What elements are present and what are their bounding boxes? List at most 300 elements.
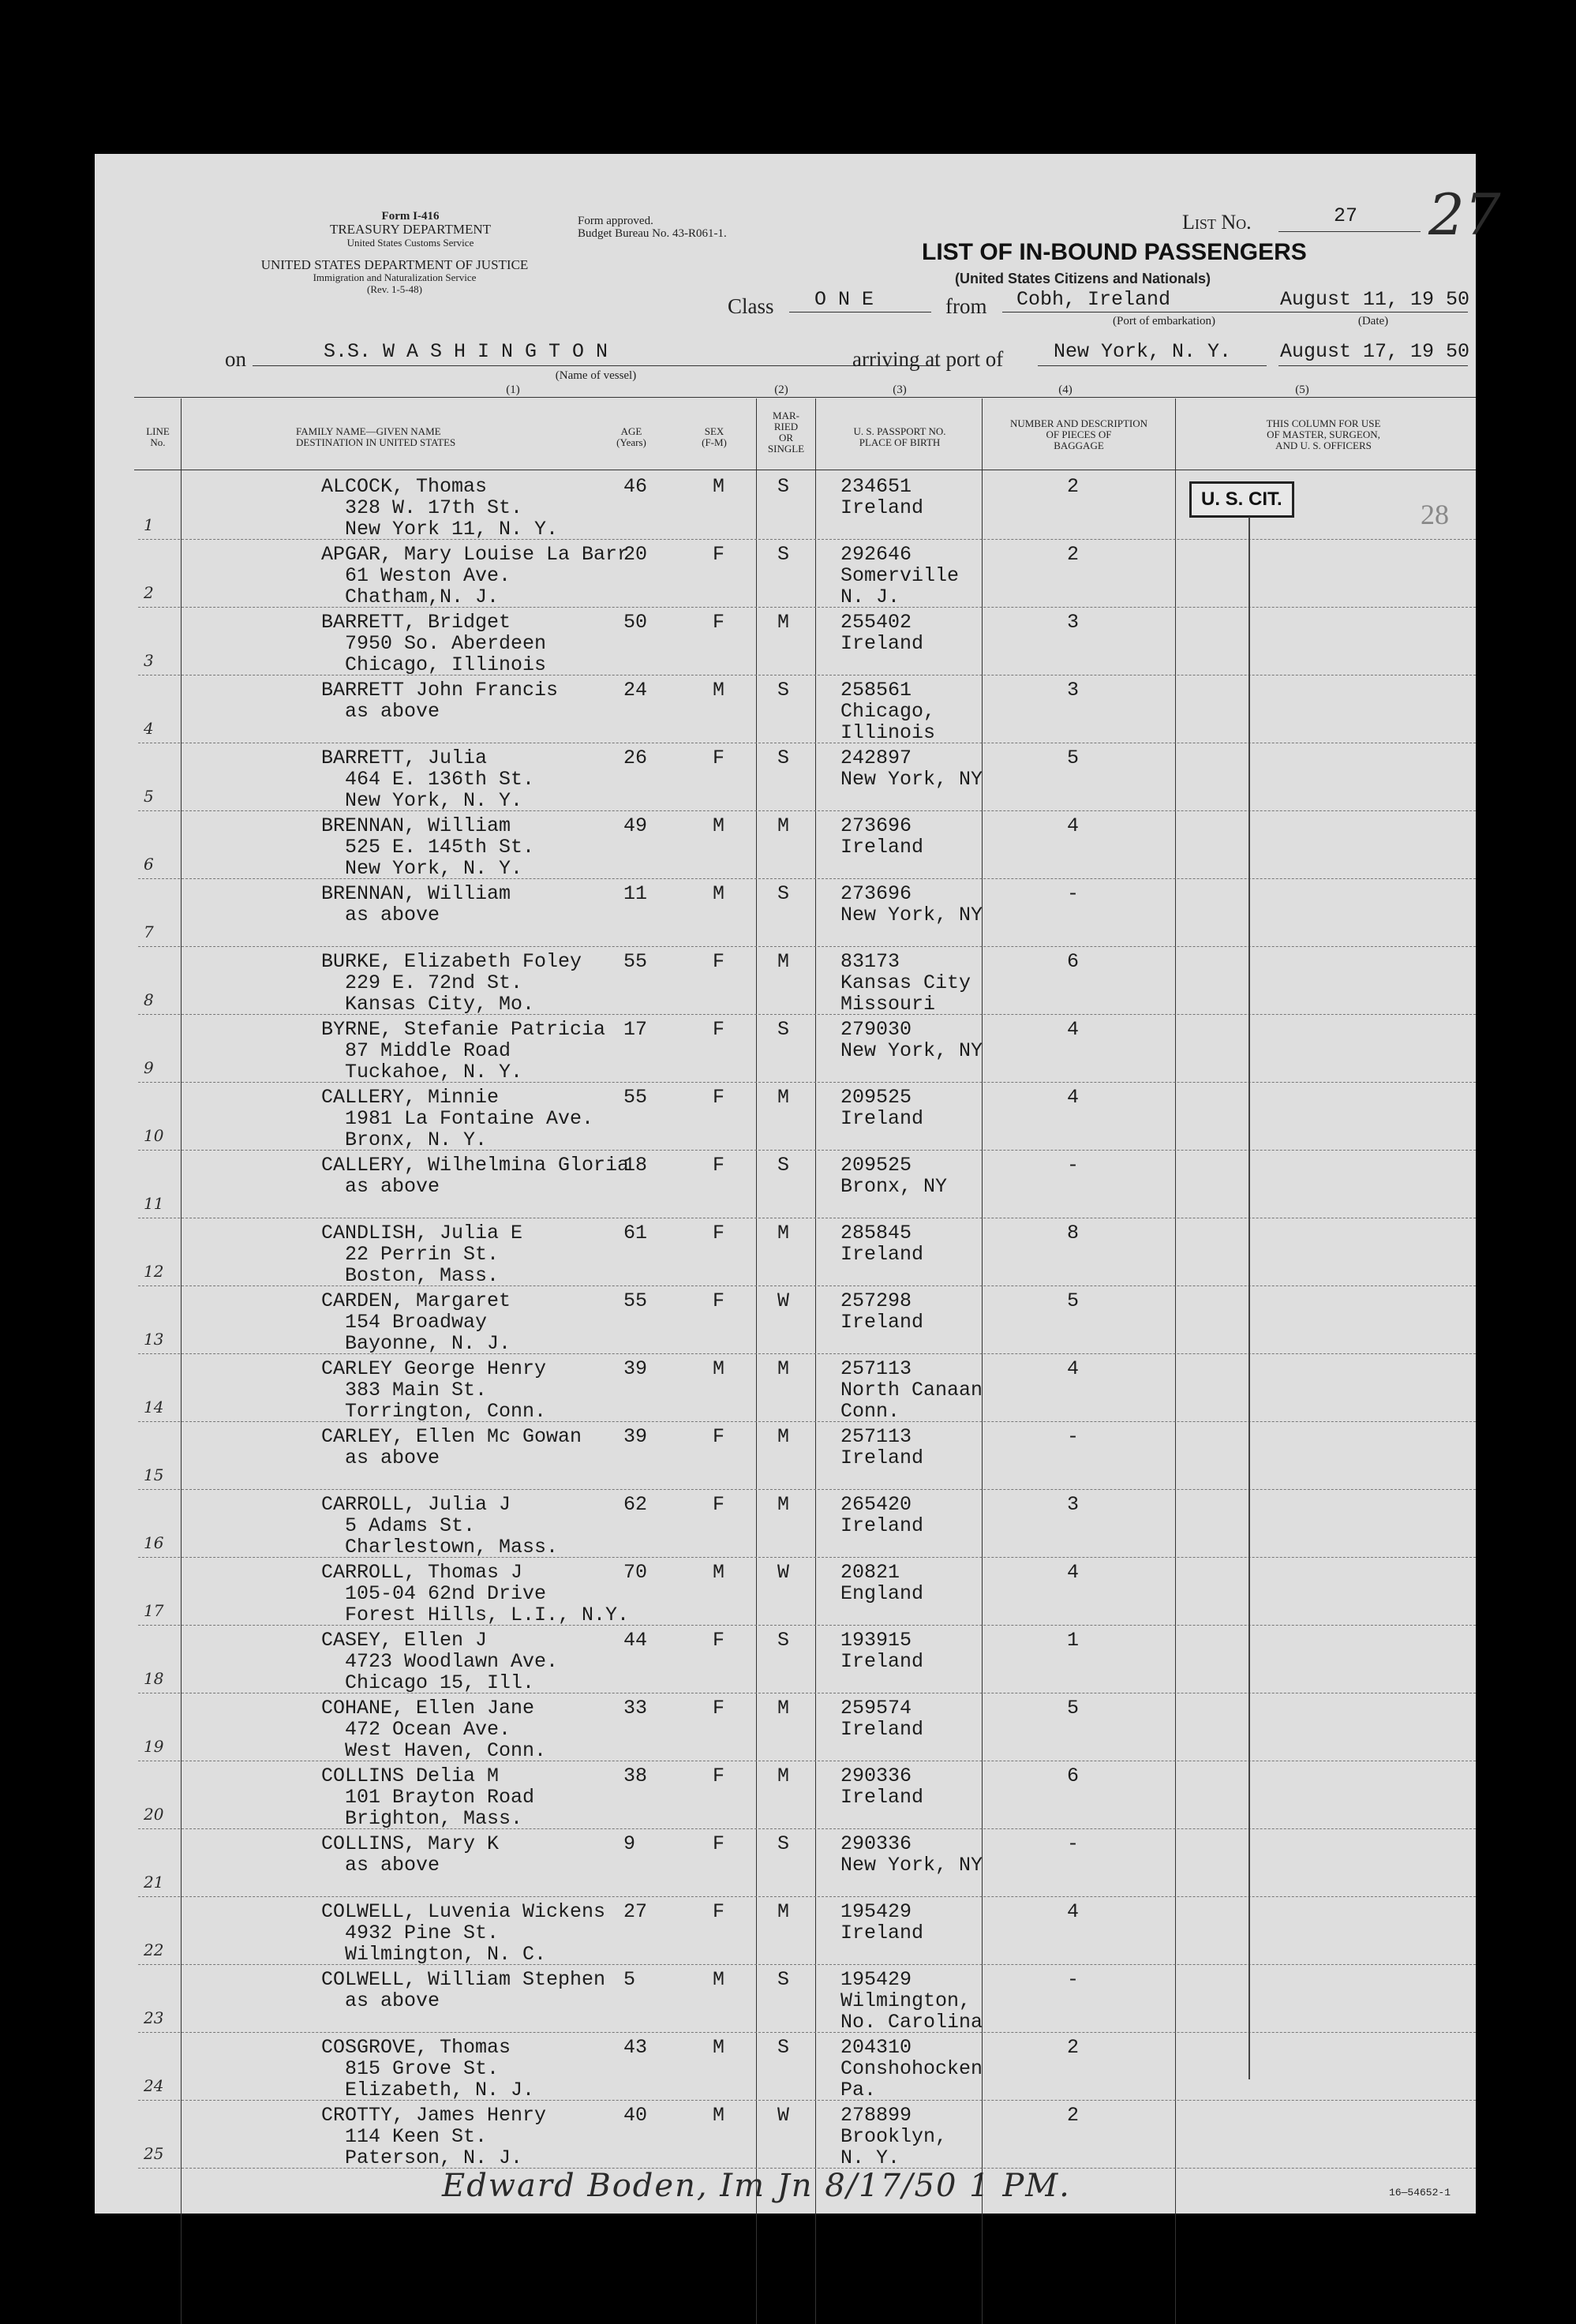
baggage-count: 4 xyxy=(1067,1561,1080,1584)
passenger-address: 154 Broadway xyxy=(345,1311,488,1334)
form-number: Form I-416 xyxy=(381,210,440,223)
inspector-signature: Edward Boden, Im Jn 8/17/50 1 PM. xyxy=(442,2168,1071,2204)
passenger-name: COLWELL, William Stephen xyxy=(321,1968,606,1991)
place-of-birth: New York, NY xyxy=(840,904,983,926)
passenger-sex: F xyxy=(713,1697,725,1720)
table-row xyxy=(95,1354,1476,1422)
passenger-address: 815 Grove St. xyxy=(345,2057,500,2080)
place-of-birth: Wilmington, xyxy=(840,1989,971,2012)
line-number: 25 xyxy=(144,2144,164,2163)
passenger-age: 5 xyxy=(623,1968,636,1991)
departure-date: August 11, 19 50 xyxy=(1280,288,1470,311)
baggage-count: 3 xyxy=(1067,679,1080,702)
list-number-handwritten: 27 xyxy=(1428,182,1501,248)
line-number: 18 xyxy=(144,1669,164,1688)
marital-status: S xyxy=(777,1154,790,1177)
passport-number: 292646 xyxy=(840,543,912,566)
footer-code: 16—54652-1 xyxy=(1389,2187,1451,2199)
table-row xyxy=(95,879,1476,947)
passenger-address: 5 Adams St. xyxy=(345,1514,476,1537)
colhead-sex: SEX (F-M) xyxy=(702,425,727,448)
passport-number: 204310 xyxy=(840,2036,912,2059)
ins-service: Immigration and Naturalization Service xyxy=(313,271,477,283)
line-number: 3 xyxy=(144,651,154,670)
marital-status: M xyxy=(777,1357,790,1380)
passenger-age: 18 xyxy=(623,1154,648,1177)
line-number: 19 xyxy=(144,1737,164,1756)
table-row xyxy=(95,811,1476,879)
baggage-count: 2 xyxy=(1067,475,1080,498)
passenger-address: as above xyxy=(345,1175,440,1198)
table-row xyxy=(95,1490,1476,1558)
passenger-sex: M xyxy=(713,1357,725,1380)
treasury-dept: TREASURY DEPARTMENT xyxy=(329,222,492,237)
passenger-name: COHANE, Ellen Jane xyxy=(321,1697,535,1720)
passenger-name: CARROLL, Thomas J xyxy=(321,1561,523,1584)
passenger-age: 17 xyxy=(623,1018,648,1041)
col-num-5: (5) xyxy=(1295,384,1309,396)
vessel-underline xyxy=(253,365,939,366)
marital-status: S xyxy=(777,1968,790,1991)
passenger-age: 55 xyxy=(623,950,648,973)
passport-number: 195429 xyxy=(840,1968,912,1991)
arriving-label: arriving at port of xyxy=(852,347,1004,371)
passenger-address: 472 Ocean Ave. xyxy=(345,1718,511,1741)
line-number: 24 xyxy=(144,2076,164,2095)
table-row xyxy=(95,540,1476,608)
passenger-age: 50 xyxy=(623,611,648,634)
place-of-birth-2: N. J. xyxy=(840,586,900,608)
passenger-sex: F xyxy=(713,543,725,566)
passenger-age: 62 xyxy=(623,1493,648,1516)
baggage-count: 4 xyxy=(1067,1086,1080,1109)
line-number: 5 xyxy=(144,787,154,806)
place-of-birth: Ireland xyxy=(840,1650,924,1673)
customs-service: United States Customs Service xyxy=(346,237,474,249)
line-number: 21 xyxy=(144,1873,164,1892)
table-row xyxy=(95,1218,1476,1286)
passenger-address: 4932 Pine St. xyxy=(345,1922,500,1944)
place-of-birth-2: N. Y. xyxy=(840,2146,900,2169)
passenger-address: 114 Keen St. xyxy=(345,2125,488,2148)
justice-dept: UNITED STATES DEPARTMENT OF JUSTICE xyxy=(260,257,529,272)
baggage-count: 5 xyxy=(1067,1697,1080,1720)
place-of-birth: Ireland xyxy=(840,1718,924,1741)
table-row xyxy=(95,675,1476,743)
marital-status: M xyxy=(777,1697,790,1720)
marital-status: M xyxy=(777,1425,790,1448)
baggage-count: 4 xyxy=(1067,814,1080,837)
passenger-city: Forest Hills, L.I., N.Y. xyxy=(345,1604,630,1626)
baggage-count: 3 xyxy=(1067,1493,1080,1516)
baggage-count: - xyxy=(1067,1425,1080,1448)
passenger-city: Bronx, N. Y. xyxy=(345,1128,488,1151)
colhead-line: LINE No. xyxy=(146,425,170,448)
passenger-address: as above xyxy=(345,1854,440,1877)
place-of-birth: Ireland xyxy=(840,836,924,859)
passport-number: 285845 xyxy=(840,1222,912,1244)
passenger-age: 43 xyxy=(623,2036,648,2059)
class-label: Class xyxy=(728,294,774,318)
passenger-age: 55 xyxy=(623,1289,648,1312)
date-caption: (Date) xyxy=(1357,315,1389,327)
passenger-address: 87 Middle Road xyxy=(345,1039,511,1062)
baggage-count: - xyxy=(1067,1832,1080,1855)
colhead-baggage: NUMBER AND DESCRIPTION OF PIECES OF BAGGAGE xyxy=(1009,417,1148,451)
place-of-birth: England xyxy=(840,1582,924,1605)
passenger-city: Tuckahoe, N. Y. xyxy=(345,1061,523,1083)
passenger-city: Kansas City, Mo. xyxy=(345,993,535,1016)
passport-number: 273696 xyxy=(840,882,912,905)
line-number: 17 xyxy=(144,1601,164,1620)
col-num-4: (4) xyxy=(1058,384,1073,396)
class-value: O N E xyxy=(814,288,874,311)
baggage-count: 5 xyxy=(1067,1289,1080,1312)
colhead-passport: U. S. PASSPORT NO. PLACE OF BIRTH xyxy=(853,425,946,448)
passenger-address: 105-04 62nd Drive xyxy=(345,1582,547,1605)
passenger-sex: M xyxy=(713,1561,725,1584)
marital-status: M xyxy=(777,1086,790,1109)
passenger-age: 39 xyxy=(623,1357,648,1380)
marital-status: S xyxy=(777,2036,790,2059)
place-of-birth-2: Illinois xyxy=(840,721,936,744)
officer-vertical-line xyxy=(1248,517,1250,2079)
marital-status: W xyxy=(777,2104,790,2127)
passenger-city: Wilmington, N. C. xyxy=(345,1943,547,1966)
place-of-birth: Ireland xyxy=(840,1107,924,1130)
port-caption: (Port of embarkation) xyxy=(1113,315,1215,327)
passenger-sex: F xyxy=(713,1154,725,1177)
table-row xyxy=(95,1626,1476,1693)
place-of-birth: New York, NY xyxy=(840,1039,983,1062)
passenger-sex: F xyxy=(713,950,725,973)
passenger-sex: F xyxy=(713,1629,725,1652)
passenger-address: 328 W. 17th St. xyxy=(345,496,523,519)
line-number: 14 xyxy=(144,1398,164,1416)
passenger-age: 26 xyxy=(623,747,648,769)
passenger-city: Bayonne, N. J. xyxy=(345,1332,511,1355)
passport-number: 258561 xyxy=(840,679,912,702)
baggage-count: - xyxy=(1067,1968,1080,1991)
arrival-underline xyxy=(1038,365,1267,366)
line-number: 22 xyxy=(144,1940,164,1959)
passenger-age: 46 xyxy=(623,475,648,498)
place-of-birth: Ireland xyxy=(840,632,924,655)
passenger-address: 61 Weston Ave. xyxy=(345,564,511,587)
passenger-name: COLWELL, Luvenia Wickens xyxy=(321,1900,606,1923)
passenger-sex: F xyxy=(713,611,725,634)
line-number: 10 xyxy=(144,1126,164,1145)
port-of-embarkation: Cobh, Ireland xyxy=(1016,288,1171,311)
passenger-age: 61 xyxy=(623,1222,648,1244)
passenger-city: West Haven, Conn. xyxy=(345,1739,547,1762)
passenger-age: 49 xyxy=(623,814,648,837)
line-number: 4 xyxy=(144,719,154,738)
passport-number: 290336 xyxy=(840,1765,912,1787)
passenger-sex: F xyxy=(713,1493,725,1516)
table-row xyxy=(95,1558,1476,1626)
passenger-name: CARROLL, Julia J xyxy=(321,1493,511,1516)
passenger-city: Chatham,N. J. xyxy=(345,586,500,608)
marital-status: S xyxy=(777,882,790,905)
marital-status: M xyxy=(777,1493,790,1516)
line-number: 2 xyxy=(144,583,154,602)
place-of-birth-2: Missouri xyxy=(840,993,936,1016)
baggage-count: 2 xyxy=(1067,2036,1080,2059)
passenger-city: New York 11, N. Y. xyxy=(345,518,559,541)
place-of-birth: Conshohocken xyxy=(840,2057,983,2080)
baggage-count: 5 xyxy=(1067,747,1080,769)
place-of-birth: Ireland xyxy=(840,1922,924,1944)
marital-status: M xyxy=(777,950,790,973)
passenger-sex: F xyxy=(713,1222,725,1244)
table-row xyxy=(95,1829,1476,1897)
on-label: on xyxy=(225,347,246,371)
passport-number: 259574 xyxy=(840,1697,912,1720)
passport-number: 209525 xyxy=(840,1154,912,1177)
marital-status: W xyxy=(777,1289,790,1312)
manifest-page xyxy=(95,154,1501,2214)
baggage-count: 2 xyxy=(1067,2104,1080,2127)
baggage-count: 4 xyxy=(1067,1357,1080,1380)
table-row xyxy=(95,2101,1476,2169)
place-of-birth: New York, NY xyxy=(840,1854,983,1877)
passenger-address: as above xyxy=(345,1446,440,1469)
passport-number: 273696 xyxy=(840,814,912,837)
arrival-date: August 17, 19 50 xyxy=(1280,340,1470,363)
marital-status: S xyxy=(777,1832,790,1855)
place-of-birth: Brooklyn, xyxy=(840,2125,948,2148)
line-number: 7 xyxy=(144,922,154,941)
passenger-age: 38 xyxy=(623,1765,648,1787)
place-of-birth-2: No. Carolina xyxy=(840,2011,983,2034)
passenger-address: 7950 So. Aberdeen xyxy=(345,632,547,655)
passenger-sex: F xyxy=(713,1018,725,1041)
passenger-address: as above xyxy=(345,700,440,723)
passenger-address: 464 E. 136th St. xyxy=(345,768,535,791)
passenger-name: CANDLISH, Julia E xyxy=(321,1222,523,1244)
passenger-name: COSGROVE, Thomas xyxy=(321,2036,511,2059)
place-of-birth: Kansas City xyxy=(840,971,971,994)
table-row xyxy=(95,1761,1476,1829)
passenger-sex: M xyxy=(713,814,725,837)
margin-number: 28 xyxy=(1421,499,1449,530)
passenger-sex: F xyxy=(713,1900,725,1923)
table-row xyxy=(95,947,1476,1015)
passenger-address: 4723 Woodlawn Ave. xyxy=(345,1650,559,1673)
marital-status: S xyxy=(777,747,790,769)
passenger-sex: M xyxy=(713,2104,725,2127)
passenger-address: 1981 La Fontaine Ave. xyxy=(345,1107,594,1130)
arrival-date-underline xyxy=(1278,365,1468,366)
passenger-sex: F xyxy=(713,747,725,769)
line-number: 11 xyxy=(144,1194,164,1213)
marital-status: M xyxy=(777,814,790,837)
place-of-birth: Ireland xyxy=(840,1311,924,1334)
line-number: 13 xyxy=(144,1330,164,1349)
passenger-name: CARLEY George Henry xyxy=(321,1357,547,1380)
baggage-count: - xyxy=(1067,1154,1080,1177)
revision: (Rev. 1-5-48) xyxy=(367,283,422,295)
baggage-count: 6 xyxy=(1067,1765,1080,1787)
table-row xyxy=(95,1693,1476,1761)
place-of-birth: Ireland xyxy=(840,1446,924,1469)
passport-number: 278899 xyxy=(840,2104,912,2127)
passenger-city: Boston, Mass. xyxy=(345,1264,500,1287)
baggage-count: - xyxy=(1067,882,1080,905)
line-number: 20 xyxy=(144,1805,164,1824)
passenger-age: 70 xyxy=(623,1561,648,1584)
passenger-sex: F xyxy=(713,1425,725,1448)
place-of-birth: Bronx, NY xyxy=(840,1175,948,1198)
passenger-name: APGAR, Mary Louise La Barr xyxy=(321,543,630,566)
table-row xyxy=(95,1083,1476,1151)
marital-status: S xyxy=(777,679,790,702)
passenger-city: New York, N. Y. xyxy=(345,789,523,812)
passenger-address: 525 E. 145th St. xyxy=(345,836,535,859)
colhead-married: MAR- RIED OR SINGLE xyxy=(767,410,805,455)
passport-number: 265420 xyxy=(840,1493,912,1516)
table-row xyxy=(95,1897,1476,1965)
passenger-name: COLLINS Delia M xyxy=(321,1765,500,1787)
passenger-city: Charlestown, Mass. xyxy=(345,1536,559,1559)
passenger-age: 24 xyxy=(623,679,648,702)
passport-number: 290336 xyxy=(840,1832,912,1855)
passenger-name: BRENNAN, William xyxy=(321,882,511,905)
place-of-birth: Chicago, xyxy=(840,700,936,723)
table-row xyxy=(95,743,1476,811)
passenger-sex: F xyxy=(713,1086,725,1109)
table-row xyxy=(95,1151,1476,1218)
passenger-age: 33 xyxy=(623,1697,648,1720)
baggage-count: 2 xyxy=(1067,543,1080,566)
line-number: 16 xyxy=(144,1533,164,1552)
line-number: 6 xyxy=(144,855,154,874)
budget-bureau: Budget Bureau No. 43-R061-1. xyxy=(578,227,727,240)
marital-status: M xyxy=(777,1222,790,1244)
passport-number: 234651 xyxy=(840,475,912,498)
passenger-name: BARRETT, Bridget xyxy=(321,611,511,634)
table-row xyxy=(95,2033,1476,2101)
passport-number: 20821 xyxy=(840,1561,900,1584)
passenger-address: 101 Brayton Road xyxy=(345,1786,535,1809)
line-number: 8 xyxy=(144,990,154,1009)
passenger-name: BARRETT, Julia xyxy=(321,747,488,769)
passport-number: 83173 xyxy=(840,950,900,973)
passenger-name: COLLINS, Mary K xyxy=(321,1832,500,1855)
baggage-count: 6 xyxy=(1067,950,1080,973)
place-of-birth: North Canaan xyxy=(840,1379,983,1402)
passenger-age: 39 xyxy=(623,1425,648,1448)
passenger-name: CASEY, Ellen J xyxy=(321,1629,488,1652)
passenger-age: 40 xyxy=(623,2104,648,2127)
place-of-birth: New York, NY xyxy=(840,768,983,791)
place-of-birth-2: Pa. xyxy=(840,2079,877,2101)
passport-number: 255402 xyxy=(840,611,912,634)
passenger-name: CALLERY, Wilhelmina Gloria xyxy=(321,1154,630,1177)
passenger-name: BARRETT John Francis xyxy=(321,679,559,702)
passenger-city: Chicago 15, Ill. xyxy=(345,1671,535,1694)
marital-status: S xyxy=(777,543,790,566)
list-number: 27 xyxy=(1334,204,1358,227)
passenger-city: Brighton, Mass. xyxy=(345,1807,523,1830)
line-number: 15 xyxy=(144,1465,164,1484)
table-row xyxy=(95,1422,1476,1490)
passenger-address: as above xyxy=(345,904,440,926)
table-row xyxy=(95,1015,1476,1083)
arrival-port: New York, N. Y. xyxy=(1054,340,1232,363)
passenger-name: CROTTY, James Henry xyxy=(321,2104,547,2127)
passport-number: 257298 xyxy=(840,1289,912,1312)
line-number: 23 xyxy=(144,2008,164,2027)
passenger-sex: F xyxy=(713,1289,725,1312)
passenger-address: 383 Main St. xyxy=(345,1379,488,1402)
form-approved: Form approved. xyxy=(578,215,653,227)
marital-status: M xyxy=(777,611,790,634)
colhead-name: FAMILY NAME—GIVEN NAME DESTINATION IN UNITED STATES xyxy=(296,425,456,448)
passport-number: 279030 xyxy=(840,1018,912,1041)
passport-number: 193915 xyxy=(840,1629,912,1652)
passenger-city: New York, N. Y. xyxy=(345,857,523,880)
marital-status: S xyxy=(777,1629,790,1652)
passenger-city: Torrington, Conn. xyxy=(345,1400,547,1423)
passenger-sex: M xyxy=(713,475,725,498)
table-row xyxy=(95,1965,1476,2033)
passenger-name: BRENNAN, William xyxy=(321,814,511,837)
passenger-age: 9 xyxy=(623,1832,636,1855)
passenger-city: Elizabeth, N. J. xyxy=(345,2079,535,2101)
passenger-address: 229 E. 72nd St. xyxy=(345,971,523,994)
marital-status: M xyxy=(777,1900,790,1923)
baggage-count: 4 xyxy=(1067,1900,1080,1923)
passenger-sex: F xyxy=(713,1765,725,1787)
passenger-name: BURKE, Elizabeth Foley xyxy=(321,950,582,973)
passenger-name: ALCOCK, Thomas xyxy=(321,475,488,498)
passenger-age: 44 xyxy=(623,1629,648,1652)
list-label: List No. xyxy=(1182,211,1252,234)
passenger-name: CARDEN, Margaret xyxy=(321,1289,511,1312)
marital-status: S xyxy=(777,1018,790,1041)
baggage-count: 4 xyxy=(1067,1018,1080,1041)
passenger-address: as above xyxy=(345,1989,440,2012)
marital-status: M xyxy=(777,1765,790,1787)
passport-number: 257113 xyxy=(840,1357,912,1380)
col-num-1: (1) xyxy=(506,384,520,396)
place-of-birth: Ireland xyxy=(840,1243,924,1266)
place-of-birth: Somerville xyxy=(840,564,960,587)
passenger-sex: M xyxy=(713,1968,725,1991)
line-number: 12 xyxy=(144,1262,164,1281)
passenger-age: 11 xyxy=(623,882,648,905)
passport-number: 257113 xyxy=(840,1425,912,1448)
manifest-title: LIST OF IN-BOUND PASSENGERS xyxy=(922,239,1307,265)
line-number: 1 xyxy=(144,515,154,534)
passenger-name: CALLERY, Minnie xyxy=(321,1086,500,1109)
passenger-sex: M xyxy=(713,2036,725,2059)
passenger-age: 27 xyxy=(623,1900,648,1923)
passenger-city: Chicago, Illinois xyxy=(345,653,547,676)
colhead-age: AGE (Years) xyxy=(616,425,646,448)
passenger-age: 55 xyxy=(623,1086,648,1109)
table-top-rule xyxy=(134,397,1476,398)
from-label: from xyxy=(945,294,987,318)
vessel-caption: (Name of vessel) xyxy=(555,369,637,382)
place-of-birth: Ireland xyxy=(840,1786,924,1809)
table-row xyxy=(95,608,1476,675)
passenger-address: 22 Perrin St. xyxy=(345,1243,500,1266)
us-citizen-stamp: U. S. CIT. xyxy=(1189,481,1294,518)
marital-status: W xyxy=(777,1561,790,1584)
